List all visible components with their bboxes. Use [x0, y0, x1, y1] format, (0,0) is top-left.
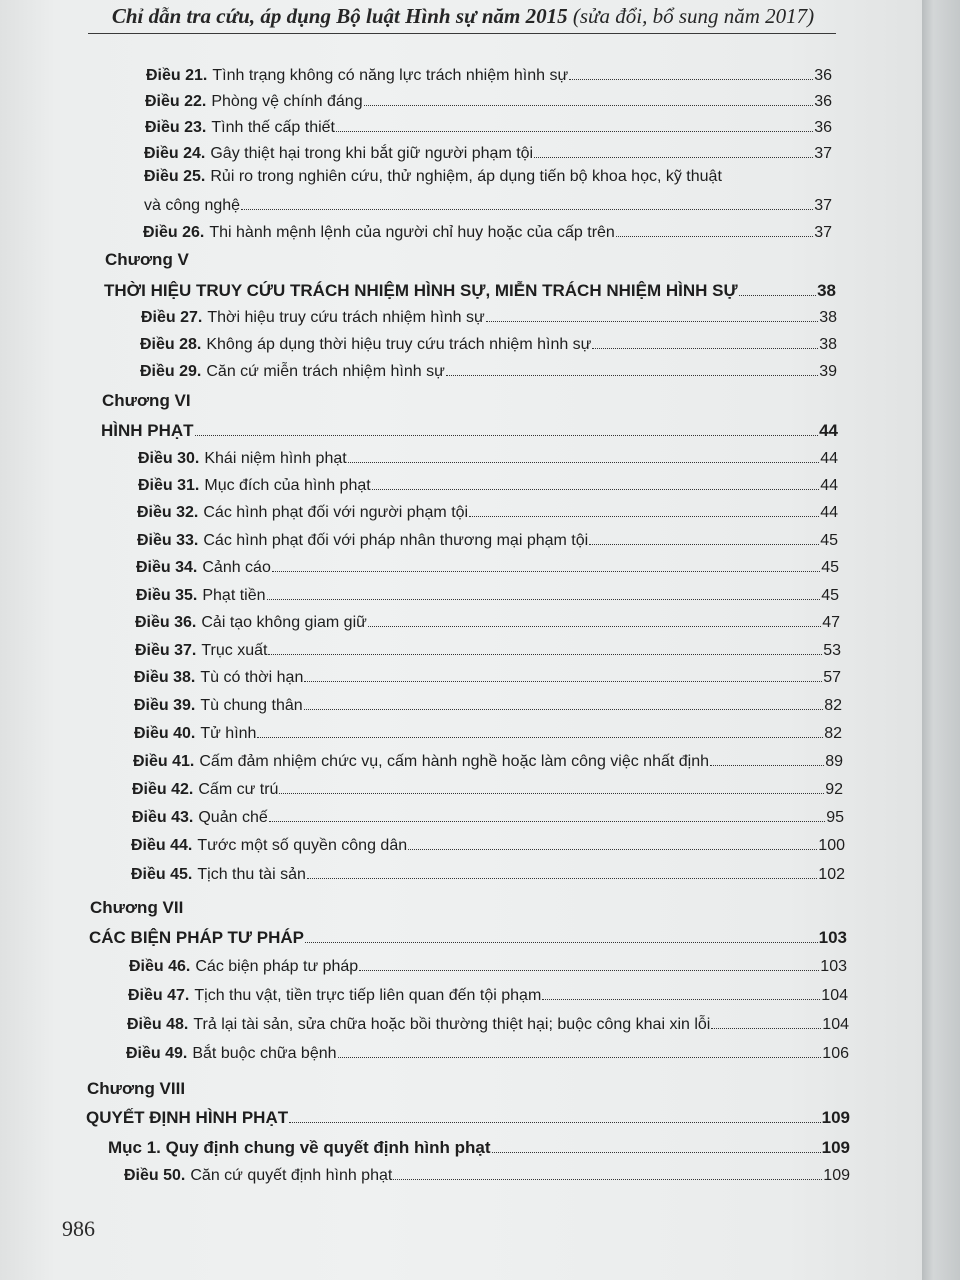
- page-number: 95: [826, 809, 844, 826]
- entry-title: Bắt buộc chữa bệnh: [192, 1045, 337, 1062]
- entry-title: Mục đích của hình phạt: [204, 477, 371, 494]
- page-number: 38: [819, 309, 837, 326]
- page-number: 36: [814, 93, 832, 110]
- page-number: 109: [821, 1138, 850, 1157]
- toc-entry: [137, 531, 838, 551]
- entry-title: Phạt tiền: [202, 587, 266, 604]
- dot-leader: [569, 75, 813, 80]
- page-number: 106: [822, 1045, 849, 1062]
- toc-entry: [132, 808, 844, 828]
- page-number: 103: [818, 928, 847, 947]
- article-number: Điều 31.: [138, 477, 200, 494]
- entry-title: Trả lại tài sản, sửa chữa hoặc bồi thường thiệt hại; buộc công khai xin lỗi: [193, 1016, 711, 1033]
- entry-title: Các hình phạt đối với pháp nhân thương mại phạm tội: [203, 532, 589, 549]
- dot-leader: [739, 291, 817, 296]
- page-number: 47: [822, 614, 840, 631]
- entry-title: Tù có thời hạn: [200, 669, 304, 686]
- entry-title: Tù chung thân: [200, 697, 303, 714]
- page-number: 44: [820, 504, 838, 521]
- section-entry: [108, 1138, 850, 1158]
- entry-title: Trục xuất: [201, 642, 268, 659]
- article-number: Điều 36.: [135, 614, 197, 631]
- running-head-note: (sửa đổi, bổ sung năm 2017): [572, 4, 815, 28]
- entry-title: Tước một số quyền công dân: [197, 837, 408, 854]
- dot-leader: [616, 232, 813, 237]
- running-head: [90, 4, 836, 29]
- article-number: Điều 38.: [134, 669, 196, 686]
- dot-leader: [305, 938, 818, 943]
- toc-entry: [135, 613, 840, 633]
- article-number: Điều 24.: [144, 145, 206, 162]
- entry-title: Cấm đảm nhiệm chức vụ, cấm hành nghề hoặc làm công việc nhất định: [199, 753, 710, 770]
- entry-title: Các biện pháp tư pháp: [195, 958, 359, 975]
- toc-entry: [126, 1044, 849, 1064]
- article-number: Điều 47.: [128, 987, 190, 1004]
- dot-leader: [364, 101, 814, 106]
- dot-leader: [304, 705, 824, 710]
- toc-entry: [137, 503, 838, 523]
- header-rule: [88, 33, 836, 34]
- dot-leader: [446, 371, 818, 376]
- article-number: Điều 34.: [136, 559, 198, 576]
- chapter-entry: [86, 1107, 850, 1129]
- entry-title: Cấm cư trú: [198, 781, 279, 798]
- page-number: 36: [814, 67, 832, 84]
- article-number: Điều 46.: [129, 958, 191, 975]
- toc-entry: [134, 696, 842, 716]
- dot-leader: [492, 1148, 821, 1153]
- entry-title: Căn cứ miễn trách nhiệm hình sự: [206, 363, 445, 380]
- dot-leader: [359, 966, 819, 971]
- page-number: 109: [821, 1108, 850, 1127]
- toc-entry: [129, 957, 847, 977]
- dot-leader: [710, 761, 824, 766]
- page-number: 102: [818, 866, 845, 883]
- entry-title: Tình trạng không có năng lực trách nhiệm hình sự: [212, 67, 569, 84]
- toc-entry: [140, 362, 837, 382]
- chapter-title: CÁC BIỆN PHÁP TƯ PHÁP: [89, 928, 304, 947]
- article-number: Điều 49.: [126, 1045, 188, 1062]
- page-number: 38: [819, 336, 837, 353]
- toc-entry: [143, 223, 832, 243]
- article-number: Điều 50.: [124, 1167, 186, 1184]
- dot-leader: [711, 1024, 821, 1029]
- page-number: 38: [817, 281, 836, 300]
- page-number: 37: [814, 224, 832, 241]
- article-number: Điều 28.: [140, 336, 202, 353]
- page-number: 37: [814, 145, 832, 162]
- page-number: 104: [822, 1016, 849, 1033]
- entry-title: Thời hiệu truy cứu trách nhiệm hình sự: [207, 309, 485, 326]
- toc-entry: [131, 836, 845, 856]
- dot-leader: [408, 845, 817, 850]
- article-number: Điều 40.: [134, 725, 196, 742]
- toc-entry: [134, 724, 842, 744]
- dot-leader: [338, 1053, 822, 1058]
- page-number: 57: [823, 669, 841, 686]
- dot-leader: [257, 733, 823, 738]
- toc-entry: [132, 780, 843, 800]
- entry-title: Tình thế cấp thiết: [211, 119, 335, 136]
- toc-entry-first-line: [144, 167, 722, 187]
- running-head-title: Chỉ dẫn tra cứu, áp dụng Bộ luật Hình sự năm 2015: [111, 4, 568, 28]
- dot-leader: [289, 1118, 821, 1123]
- toc-entry: [136, 586, 839, 606]
- entry-title: Không áp dụng thời hiệu truy cứu trách nhiệm hình sự: [206, 336, 592, 353]
- dot-leader: [592, 344, 818, 349]
- page-number: 44: [819, 421, 838, 440]
- article-number: Điều 25.: [144, 168, 206, 185]
- toc-entry: [134, 668, 841, 688]
- article-number: Điều 23.: [145, 119, 207, 136]
- dot-leader: [241, 205, 813, 210]
- article-number: Điều 27.: [141, 309, 203, 326]
- dot-leader: [348, 458, 820, 463]
- toc-entry: [144, 144, 832, 164]
- page-number: 103: [820, 958, 847, 975]
- chapter-label: Chương V: [105, 250, 189, 269]
- toc-entry: [141, 308, 837, 328]
- entry-title: Quản chế: [198, 809, 268, 826]
- toc-entry: [131, 865, 845, 885]
- dot-leader: [393, 1175, 822, 1180]
- entry-title: Thi hành mệnh lệnh của người chỉ huy hoặc của cấp trên: [209, 224, 615, 241]
- toc-entry: [127, 1015, 849, 1035]
- article-number: Điều 37.: [135, 642, 197, 659]
- page-number: 44: [820, 450, 838, 467]
- chapter-title: QUYẾT ĐỊNH HÌNH PHẠT: [86, 1108, 289, 1127]
- entry-title: Gây thiệt hại trong khi bắt giữ người phạm tội: [210, 145, 534, 162]
- page-number: 39: [819, 363, 837, 380]
- dot-leader: [589, 540, 819, 545]
- dot-leader: [267, 595, 821, 600]
- article-number: Điều 33.: [137, 532, 199, 549]
- article-number: Điều 22.: [145, 93, 207, 110]
- article-number: Điều 32.: [137, 504, 199, 521]
- entry-title: Căn cứ quyết định hình phạt: [190, 1167, 393, 1184]
- page-edge-shadow: [922, 0, 960, 1280]
- toc-entry: [138, 449, 838, 469]
- toc-entry: [140, 335, 837, 355]
- page-number: 45: [821, 587, 839, 604]
- article-number: Điều 21.: [146, 67, 208, 84]
- page-number: 89: [825, 753, 843, 770]
- toc-entry: [138, 476, 838, 496]
- dot-leader: [372, 485, 820, 490]
- entry-title: Tịch thu vật, tiền trực tiếp liên quan đến tội phạm: [194, 987, 542, 1004]
- entry-title: Tịch thu tài sản: [197, 866, 306, 883]
- dot-leader: [336, 127, 813, 132]
- entry-title-continued: và công nghệ: [144, 197, 241, 214]
- dot-leader: [304, 677, 822, 682]
- article-number: Điều 43.: [132, 809, 194, 826]
- toc-entry: [124, 1166, 850, 1186]
- dot-leader: [534, 153, 813, 158]
- chapter-label: Chương VIII: [87, 1079, 186, 1098]
- entry-title: Cảnh cáo: [202, 559, 271, 576]
- article-number: Điều 41.: [133, 753, 195, 770]
- dot-leader: [279, 789, 824, 794]
- dot-leader: [368, 622, 821, 627]
- dot-leader: [486, 317, 818, 322]
- chapter-title: HÌNH PHẠT: [101, 421, 194, 440]
- page-folio: 986: [62, 1216, 95, 1241]
- dot-leader: [542, 995, 820, 1000]
- article-number: Điều 48.: [127, 1016, 189, 1033]
- entry-title: Các hình phạt đối với người phạm tội: [203, 504, 469, 521]
- page-number: 109: [823, 1167, 850, 1184]
- article-number: Điều 45.: [131, 866, 193, 883]
- chapter-label: Chương VI: [102, 391, 191, 410]
- page-number: 82: [824, 725, 842, 742]
- toc-entry: [136, 558, 839, 578]
- page-number: 37: [814, 197, 832, 214]
- article-number: Điều 39.: [134, 697, 196, 714]
- dot-leader: [307, 874, 817, 879]
- page-number: 82: [824, 697, 842, 714]
- page-number: 104: [821, 987, 848, 1004]
- dot-leader: [272, 567, 820, 572]
- toc-entry: [133, 752, 843, 772]
- chapter-entry: [104, 280, 836, 302]
- entry-title: Cải tạo không giam giữ: [201, 614, 367, 631]
- section-title: Mục 1. Quy định chung về quyết định hình phạt: [108, 1138, 491, 1157]
- article-number: Điều 26.: [143, 224, 205, 241]
- entry-title: Tử hình: [200, 725, 257, 742]
- toc-entry: [128, 986, 848, 1006]
- page-number: 92: [825, 781, 843, 798]
- chapter-label: Chương VII: [90, 898, 184, 917]
- toc-entry: [146, 66, 832, 86]
- article-number: Điều 35.: [136, 587, 198, 604]
- toc-entry: [145, 92, 832, 112]
- dot-leader: [469, 512, 819, 517]
- page-number: 100: [818, 837, 845, 854]
- page-number: 44: [820, 477, 838, 494]
- dot-leader: [269, 817, 825, 822]
- article-number: Điều 44.: [131, 837, 193, 854]
- page-number: 45: [821, 559, 839, 576]
- dot-leader: [268, 650, 822, 655]
- article-number: Điều 42.: [132, 781, 194, 798]
- toc-entry: [145, 118, 832, 138]
- article-number: Điều 29.: [140, 363, 202, 380]
- page-number: 53: [823, 642, 841, 659]
- page-number: 36: [814, 119, 832, 136]
- entry-title: Rủi ro trong nghiên cứu, thử nghiệm, áp dụng tiến bộ khoa học, kỹ thuật: [210, 168, 722, 185]
- chapter-entry: [101, 420, 838, 442]
- toc-entry: [144, 196, 832, 216]
- dot-leader: [195, 431, 819, 436]
- chapter-entry: [89, 927, 847, 949]
- entry-title: Khái niệm hình phạt: [204, 450, 347, 467]
- toc-entry: [135, 641, 841, 661]
- page-number: 45: [820, 532, 838, 549]
- article-number: Điều 30.: [138, 450, 200, 467]
- chapter-title: THỜI HIỆU TRUY CỨU TRÁCH NHIỆM HÌNH SỰ, MIỄN TRÁCH NHIỆM HÌNH SỰ: [104, 281, 738, 300]
- entry-title: Phòng vệ chính đáng: [211, 93, 363, 110]
